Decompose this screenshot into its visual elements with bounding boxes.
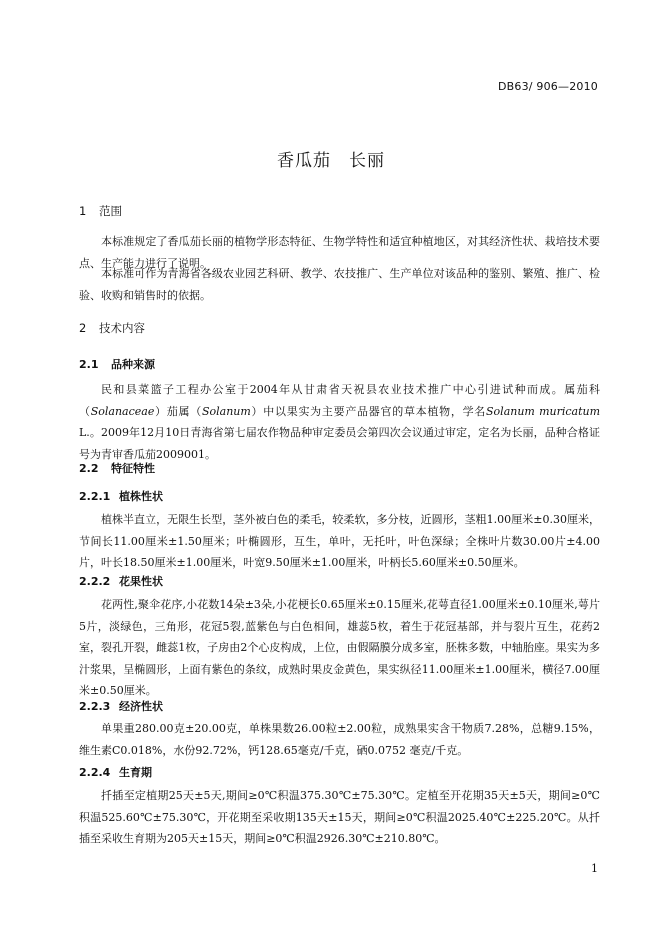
section-number: 2.2.3 — [79, 700, 111, 713]
section-2-2-heading — [79, 460, 155, 476]
origin-text-e: ）中以果实为主要产品器官的草本植物，学名 — [250, 404, 487, 418]
scope-paragraph-2: 本标准可作为青海省各级农业园艺科研、教学、农技推广、生产单位对该品种的鉴别、繁殖、推广、检验、收购和销售时的依据。 — [79, 267, 600, 302]
section-number: 1 — [79, 204, 87, 218]
section-title: 范围 — [99, 204, 122, 218]
economic-traits-paragraph: 单果重280.00克±20.00克，单株果数26.00粒±2.00粒，成熟果实含干物质7.28%，总糖9.15%，维生素C0.018%，水份92.72%，钙128.65毫克/千克，硒0.0752 毫克/千克。 — [79, 722, 600, 757]
origin-text-a: 民和县菜篮子工程办公室于2004年从甘肃省天祝县农业技术推广中心引进试种而成。属茄科（ — [79, 383, 600, 418]
genus-latin-name: Solanum — [201, 404, 251, 418]
section-title: 技术内容 — [99, 321, 145, 335]
section-2-2-4-heading — [79, 764, 152, 780]
document-code: DB63/ 906—2010 — [497, 80, 598, 93]
section-2-heading — [79, 320, 145, 336]
section-2-1-heading — [79, 356, 155, 372]
section-title: 特征特性 — [111, 462, 155, 475]
section-2-2-3-heading — [79, 698, 163, 714]
section-number: 2.2.2 — [79, 575, 111, 588]
page-number: 1 — [591, 862, 598, 875]
section-number: 2.1 — [79, 358, 99, 371]
section-title: 品种来源 — [111, 358, 155, 371]
section-number: 2.2 — [79, 462, 99, 475]
growth-period-paragraph: 扦插至定植期25天±5天,期间≥0℃积温375.30℃±75.30℃。定植至开花期35天±5天，期间≥0℃积温525.60℃±75.30℃，开花期至采收期135天±15天，期间≥0℃积温2025.40℃±225.20℃。从扦插至采收生育期为205天±15天，期间≥0℃积温2926.30℃±210.80℃。 — [79, 789, 600, 845]
section-title: 植株性状 — [119, 490, 163, 503]
origin-text-g: L.。2009年12月10日青海省第七届农作物品种审定委员会第四次会议通过审定，定名为长丽，品种合格证号为青审香瓜茄2009001。 — [79, 426, 600, 461]
section-2-2-1-heading — [79, 488, 163, 504]
section-2-2-2-heading — [79, 573, 163, 589]
plant-traits-paragraph: 植株半直立，无限生长型，茎外被白色的柔毛，较柔软，多分枝，近圆形，茎粗1.00厘米±0.30厘米，节间长11.00厘米±1.50厘米；叶椭圆形，互生，单叶，无托叶，叶色深绿；全株叶片数30.00片±4.00片，叶长18.50厘米±1.00厘米，叶宽9.50厘米±1.00厘米，叶柄长5.60厘米±0.50厘米。 — [79, 513, 600, 569]
section-number: 2.2.4 — [79, 766, 111, 779]
section-title: 花果性状 — [119, 575, 163, 588]
flower-fruit-traits-paragraph: 花两性,聚伞花序,小花数14朵±3朵,小花梗长0.65厘米±0.15厘米,花萼直径1.00厘米±0.10厘米,萼片5片，淡绿色，三角形，花冠5裂,蓝紫色与白色相间，雄蕊5枚，着生于花冠基部，并与裂片互生，花药2室，裂孔开裂，雌蕊1枚，子房由2个心皮构成，上位，由假隔膜分成多室，胚株多数，中轴胎座。果实为多汁浆果，呈椭圆形，上面有紫色的条纹，成熟时果皮金黄色，果实纵径11.00厘米±1.00厘米，横径7.00厘米±0.50厘米。 — [79, 598, 600, 697]
section-title: 经济性状 — [119, 700, 163, 713]
document-title: 香瓜茄 长丽 — [277, 151, 385, 171]
section-number: 2.2.1 — [79, 490, 111, 503]
section-number: 2 — [79, 321, 87, 335]
section-title: 生育期 — [119, 766, 152, 779]
family-latin-name: Solanaceae — [90, 404, 155, 418]
section-1-heading — [79, 203, 122, 219]
variety-origin-paragraph — [79, 379, 600, 465]
species-latin-name: Solanum muricatum — [486, 404, 601, 418]
origin-text-c: ）茄属（ — [154, 404, 202, 418]
scope-paragraph-1: 本标准规定了香瓜茄长丽的植物学形态特征、生物学特性和适宜种植地区，对其经济性状、栽培技术要点、生产能力进行了说明。 — [79, 235, 600, 270]
